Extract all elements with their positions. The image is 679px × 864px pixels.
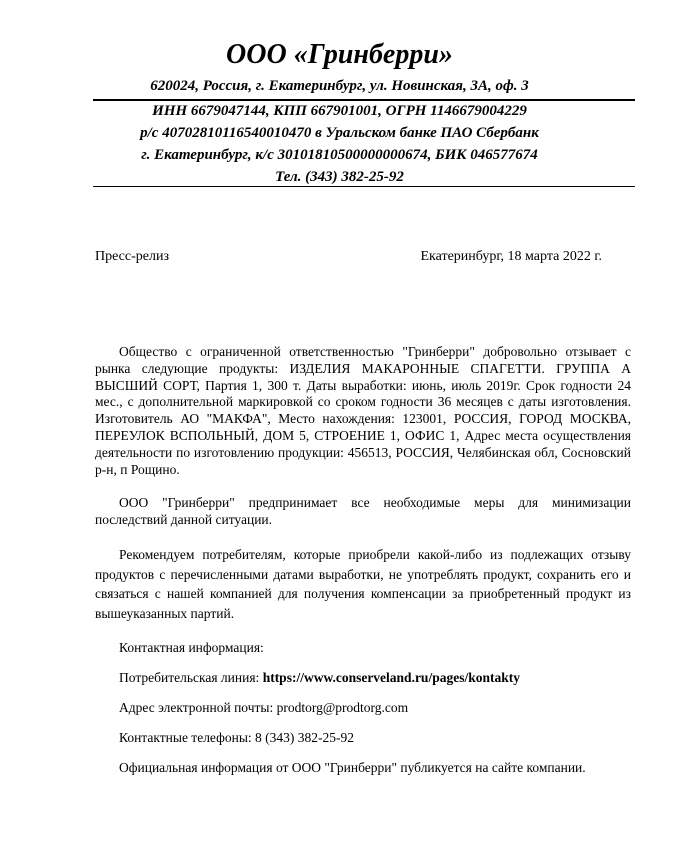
phone-line [95,723,631,753]
email-line [95,693,631,723]
email-label: Адрес электронной почты: [119,700,277,716]
company-address: 620024, Россия, г. Екатеринбург, ул. Новинская, 3А, оф. 3 [150,78,529,94]
requisites-line-phone: Тел. (343) 382-25-92 [275,169,404,185]
place-and-date: Екатеринбург, 18 марта 2022 г. [420,249,602,264]
consumer-line-label: Потребительская линия: [119,670,263,686]
company-requisites [0,100,679,188]
phone-label: Контактные телефоны: [119,730,256,746]
header-rule-bottom [93,186,635,187]
contacts-heading: Контактная информация: [119,640,264,656]
recommendation-paragraph: Рекомендуем потребителям, которые приобрели какой-либо из подлежащих отзыву продуктов с перечисленными датами выработки, не употреблять продукт, сохранить его и связаться с нашей компанией для получения компенсации за приобретенный продукт из вышеуказанных партий. [95,547,631,621]
requisites-line-bank: г. Екатеринбург, к/с 30101810500000000674, БИК 046577674 [141,147,538,163]
recall-paragraph: Общество с ограниченной ответственностью "Гринберри" добровольно отзывает с рынка следующие продукты: ИЗДЕЛИЯ МАКАРОННЫЕ СПАГЕТТИ. ГРУППА А ВЫСШИЙ СОРТ, Партия 1, 300 т. Даты выработки: июнь, июль 2019г. Срок годности 24 мес., с дополнительной маркировкой со сроком годности 36 месяцев с даты изготовления. Изготовитель АО "МАКФА", Место нахождения: 123001, РОССИЯ, ГОРОД МОСКВА, ПЕРЕУЛОК ВСПОЛЬНЫЙ, ДОМ 5, СТРОЕНИЕ 1, ОФИС 1, Адрес места осуществления деятельности по изготовлению продукции: 456513, РОССИЯ, Челябинская обл, Сосновский р-н, п Рощино. [95,344,631,477]
company-name: ООО «Гринберри» [226,39,453,70]
document-type: Пресс-релиз [95,249,169,264]
consumer-line [95,663,631,693]
consumer-line-link[interactable]: https://www.conserveland.ru/pages/kontakty [262,670,520,686]
email-value[interactable]: prodtorg@prodtorg.com [276,700,409,716]
requisites-line-account: р/с 40702810116540010470 в Уральском банке ПАО Сбербанк [140,125,539,141]
phone-value: 8 (343) 382-25-92 [255,730,354,746]
closing-statement: Официальная информация от ООО "Гринберри" публикуется на сайте компании. [119,760,586,776]
requisites-line-inn: ИНН 6679047144, КПП 667901001, ОГРН 1146679004229 [152,103,527,119]
measures-paragraph: ООО "Гринберри" предпринимает все необходимые меры для минимизации последствий данной ситуации. [95,495,631,528]
press-release-body [95,344,631,783]
